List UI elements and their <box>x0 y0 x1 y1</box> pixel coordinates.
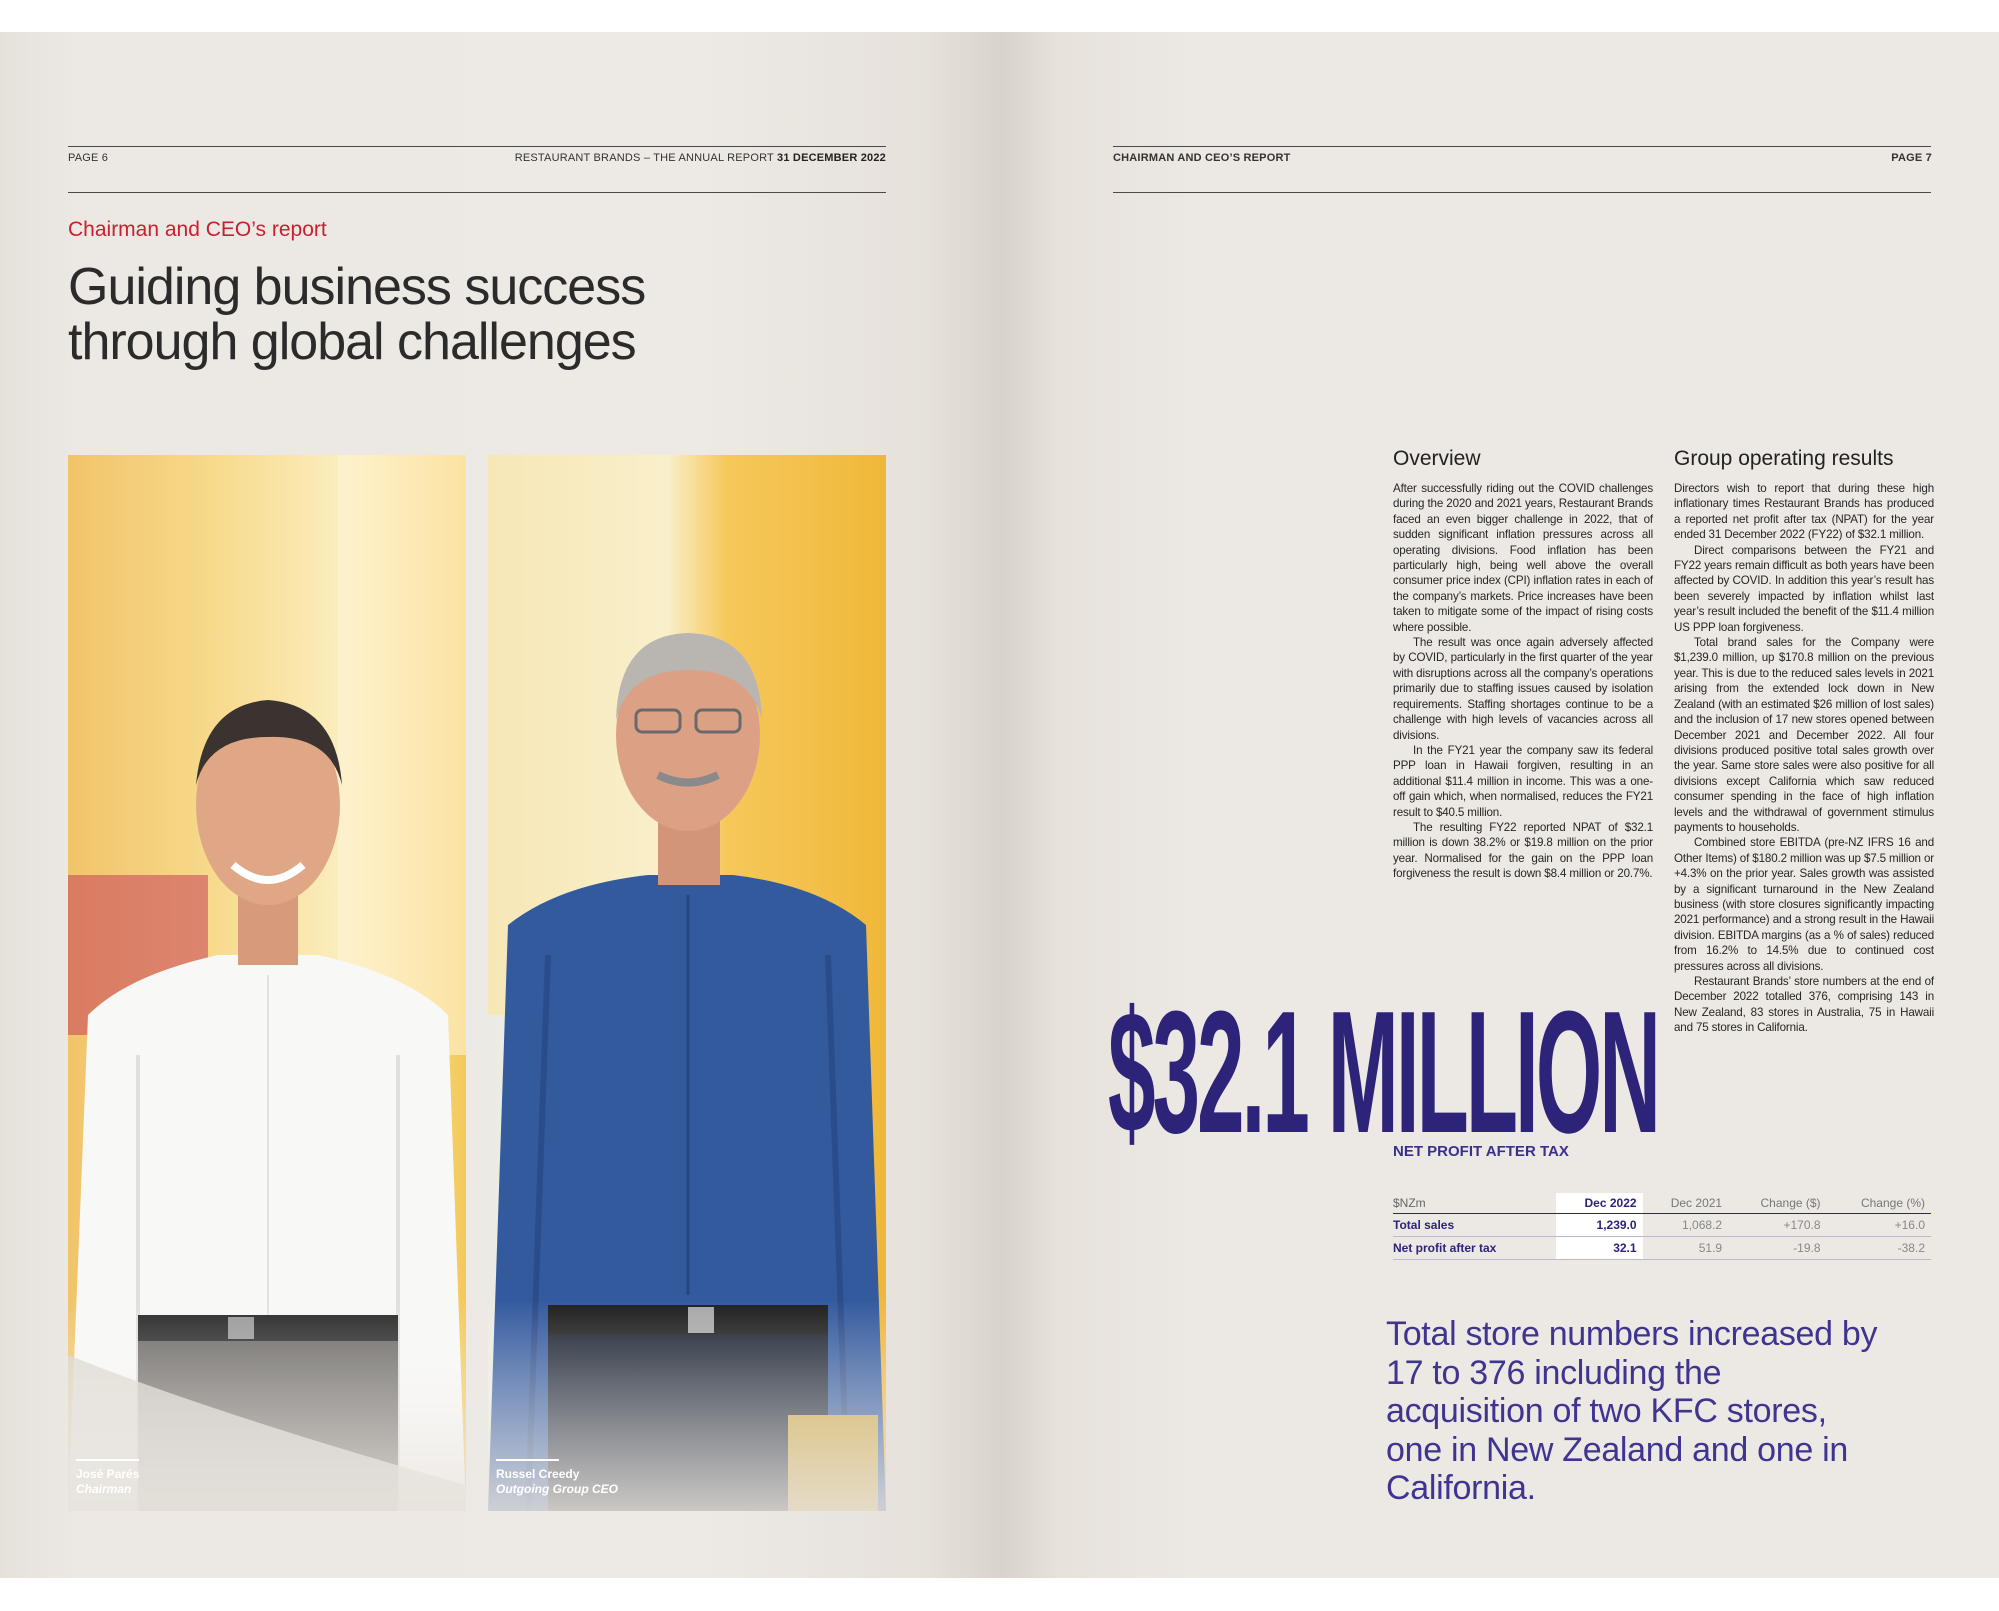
left-page <box>0 32 1000 1578</box>
publication-prefix: RESTAURANT BRANDS – THE ANNUAL REPORT <box>514 152 774 164</box>
results-paragraph: Direct comparisons between the FY21 and FY22 years remain difficult as both years have been affected by COVID. In addition this year’s result has been severely impacted by inflation whilst last year’s result included the benefit of the $11.4 million US PPP loan forgiveness. <box>1674 543 1934 634</box>
header-rule-bottom <box>68 192 886 193</box>
headline-line-1: Guiding business success <box>68 258 646 316</box>
table-cell: 1,239.0 <box>1556 1214 1643 1237</box>
overview-paragraph: The result was once again adversely affected by COVID, particularly in the first quarter of the year with disruptions across all the company’s operations primarily due to staffing issues caused by isolation requirements. Staffing shortages continue to be a challenge with high levels of vacancies across all divisions. <box>1393 636 1653 742</box>
results-paragraph: Directors wish to report that during these high inflationary times Restaurant Brands has produced a reported net profit after tax (NPAT) for the year ended 31 December 2022 (FY22) of $32.1 million. <box>1674 482 1934 542</box>
caption-name: José Parés <box>76 1467 140 1481</box>
page-headline <box>68 260 708 370</box>
header-rule-bottom <box>1113 192 1931 193</box>
table-cell: 32.1 <box>1556 1237 1643 1260</box>
group-results-heading: Group operating results <box>1674 447 1894 470</box>
caption-chairman <box>76 1467 139 1497</box>
table-row <box>1393 1237 1931 1260</box>
npat-figure-text: $32.1 MILLION <box>1108 974 1658 1152</box>
table-header-cell: Dec 2021 <box>1643 1193 1729 1214</box>
table-cell: 1,068.2 <box>1643 1214 1729 1237</box>
table-cell: -19.8 <box>1728 1237 1826 1260</box>
photo-ceo <box>488 455 886 1511</box>
caption-role: Outgoing Group CEO <box>496 1482 618 1496</box>
table-cell: +16.0 <box>1827 1214 1931 1237</box>
overview-paragraph: After successfully riding out the COVID challenges during the 2020 and 2021 years, Restaurant Brands faced an even bigger challenge in 2022, that of sudden significant inflation pressures across all operating divisions. Food inflation has been particularly high, being well above the overall consumer price index (CPI) inflation rates in each of the company’s markets. Price increases have been taken to mitigate some of the impact of rising costs where possible. <box>1393 482 1653 634</box>
photo-chairman <box>68 455 466 1511</box>
overview-heading: Overview <box>1393 447 1481 470</box>
results-paragraph: Restaurant Brands’ store numbers at the end of December 2022 totalled 376, comprising 143 in New Zealand, 83 stores in Australia, 75 in Hawaii and 75 stores in California. <box>1674 975 1934 1035</box>
npat-highlight-figure <box>1106 952 1666 1152</box>
table-header-cell: $NZm <box>1393 1193 1556 1214</box>
page-number-right: PAGE 7 <box>1891 152 1932 164</box>
results-table <box>1393 1193 1931 1260</box>
publication-title <box>515 152 886 164</box>
section-header: CHAIRMAN AND CEO’S REPORT <box>1113 152 1291 164</box>
annual-report-spread <box>0 32 1999 1578</box>
overview-column <box>1393 447 1653 882</box>
table-cell: +170.8 <box>1728 1214 1826 1237</box>
results-paragraph: Total brand sales for the Company were $1,239.0 million, up $170.8 million on the previous year. This is due to the reduced sales levels in 2021 arising from the extended lock down in New Zealand (with an estimated $26 million of lost sales) and the inclusion of 17 new stores opened between December 2021 and December 2022. All four divisions produced positive total sales growth over the year. Same store sales were also positive for all divisions except California which saw reduced consumer spending in the face of high inflation levels and the withdrawal of government stimulus payments to households. <box>1674 636 1934 834</box>
caption-ceo <box>496 1467 618 1497</box>
table-cell: Total sales <box>1393 1214 1556 1237</box>
table-header-cell: Change ($) <box>1728 1193 1826 1214</box>
table-row <box>1393 1214 1931 1237</box>
right-page <box>1000 32 1999 1578</box>
pull-quote: Total store numbers increased by 17 to 376 including the acquisition of two KFC stores, one in New Zealand and one in California. <box>1386 1315 1878 1507</box>
caption-rule-ceo <box>496 1459 559 1461</box>
publication-date: 31 DECEMBER 2022 <box>777 152 886 164</box>
header-rule-top <box>68 146 886 147</box>
chairman-portrait-image <box>68 455 466 1511</box>
table-cell: Net profit after tax <box>1393 1237 1556 1260</box>
npat-label: NET PROFIT AFTER TAX <box>1393 1143 1569 1160</box>
section-label: Chairman and CEO’s report <box>68 218 327 241</box>
table-header-cell: Dec 2022 <box>1556 1193 1643 1214</box>
table-cell: 51.9 <box>1643 1237 1729 1260</box>
headline-line-2: through global challenges <box>68 313 636 371</box>
caption-role: Chairman <box>76 1482 132 1496</box>
npat-figure-graphic <box>1106 952 1666 1152</box>
overview-paragraph: The resulting FY22 reported NPAT of $32.1 million is down 38.2% or $19.8 million on the prior year. Normalised for the gain on the PPP loan forgiveness the result is down $8.4 million or 20.7%. <box>1393 820 1653 881</box>
caption-name: Russel Creedy <box>496 1467 580 1481</box>
header-rule-top <box>1113 146 1931 147</box>
table-cell: -38.2 <box>1827 1237 1931 1260</box>
page-number-left: PAGE 6 <box>68 152 109 164</box>
table-header-row <box>1393 1193 1931 1214</box>
ceo-portrait-image <box>488 455 886 1511</box>
overview-paragraph: In the FY21 year the company saw its federal PPP loan in Hawaii forgiven, resulting in an additional $11.4 million in income. This was a one-off gain which, when normalised, reduces the FY21 result to $40.5 million. <box>1393 743 1653 819</box>
caption-rule-chairman <box>76 1459 139 1461</box>
table-header-cell: Change (%) <box>1827 1193 1931 1214</box>
results-paragraph: Combined store EBITDA (pre-NZ IFRS 16 and Other Items) of $180.2 million was up $7.5 million or +4.3% on the prior year. Sales growth was assisted by a significant turnaround in the New Zealand business (with store closures significantly impacting 2021 performance) and a strong result in the Hawaii division. EBITDA margins (as a % of sales) reduced from 16.2% to 14.5% due to continued cost pressures across all divisions. <box>1674 836 1934 973</box>
group-results-column <box>1674 447 1934 1036</box>
